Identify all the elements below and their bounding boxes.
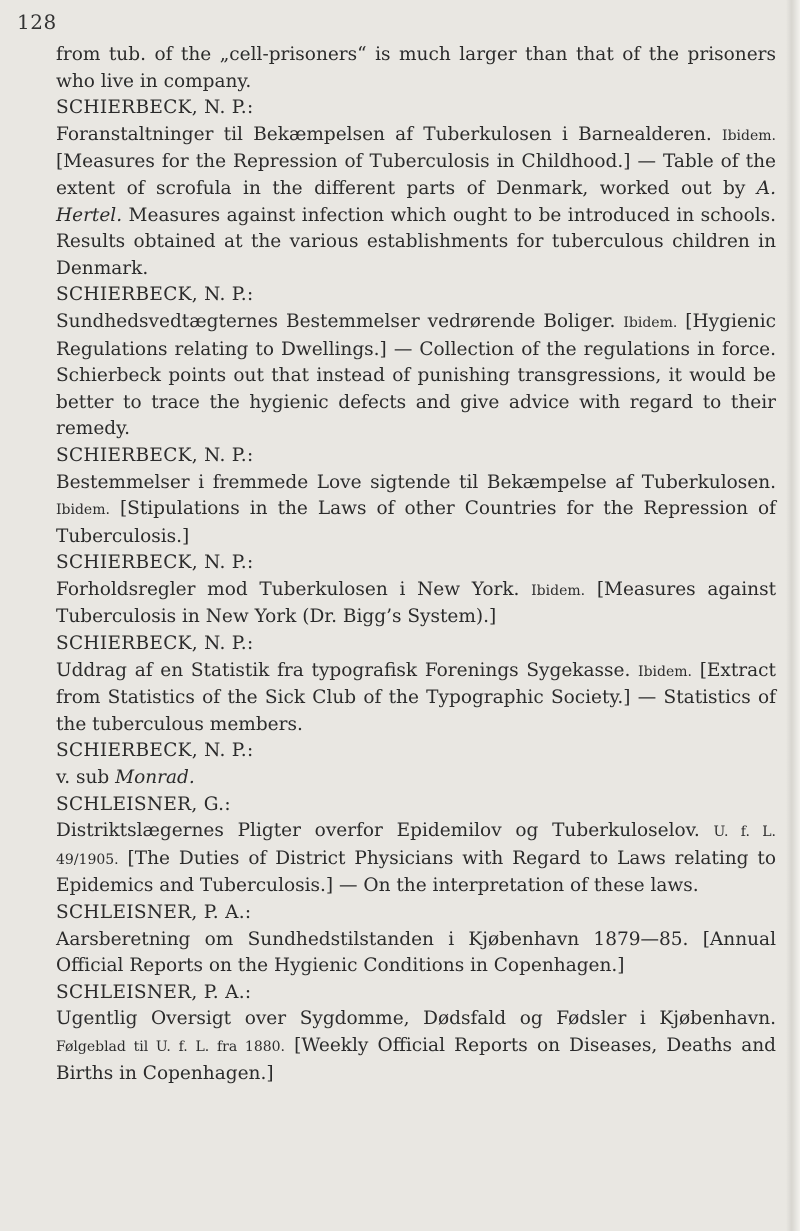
entry-author: SCHIERBECK, N. P.: [56, 552, 254, 574]
entry-title: Bestemmelser i fremmede Love sigtende til Bekæmpelse af Tuberkulosen. [56, 471, 776, 493]
entry-note: — Table of the extent of scrofula in the different parts of Denmark, worked out by [56, 151, 776, 199]
bibliography-entry [56, 95, 776, 282]
entry-note-continued: Measures against infection which ought to be introduced in schools. Results obtained at the various establishments for tuberculous children in Denmark. [56, 204, 776, 279]
entry-source: Ibidem. [722, 127, 776, 144]
bibliography-entry [56, 738, 776, 791]
entry-author: SCHIERBECK, N. P.: [56, 444, 254, 466]
entry-title: Foranstaltninger til Bekæmpelsen af Tuberkulosen i Barnealderen. [56, 123, 712, 145]
bibliography-entry [56, 900, 776, 980]
entry-title: Ugentlig Oversigt over Sygdomme, Dødsfald og Fødsler i Kjøbenhavn. [56, 1008, 776, 1030]
entry-body [56, 122, 776, 283]
entry-body [56, 658, 776, 739]
entry-title: Forholdsregler mod Tuberkulosen i New York. [56, 578, 520, 600]
entry-author: SCHIERBECK, N. P.: [56, 633, 254, 655]
entry-note: — Collection of the regulations in force. Schierbeck points out that instead of punishing transgressions, it would be better to trace the hygienic defects and give advice with regard to their remedy. [56, 338, 776, 440]
entry-body [56, 927, 776, 980]
entry-title: Uddrag af en Statistik fra typografisk Forenings Sygekasse. [56, 659, 631, 681]
entry-source: Ibidem. [531, 582, 586, 599]
entry-title: Distriktslægernes Pligter overfor Epidemilov og Tuberkuloselov. [56, 820, 700, 842]
entry-translation: [Weekly Official Reports on Diseases, Deaths and Births in Copenhagen.] [56, 1034, 776, 1084]
entry-body [56, 1006, 776, 1087]
entry-body [56, 470, 776, 551]
entry-author: SCHIERBECK, N. P.: [56, 97, 254, 119]
entry-see-target: Monrad. [115, 767, 195, 789]
bibliography-entry [56, 443, 776, 550]
entry-translation: [Extract from Statistics of the Sick Club of the Typographic Society.] [56, 659, 776, 709]
entry-title: Sundhedsvedtægternes Bestemmelser vedrørende Boliger. [56, 310, 616, 332]
entry-translation: [Hygienic Regulations relating to Dwellings.] [56, 310, 776, 360]
page-edge [786, 0, 800, 1231]
entry-note: — On the interpretation of these laws. [339, 875, 699, 897]
entry-body [56, 765, 776, 792]
bibliography-entry [56, 631, 776, 738]
entry-source: U. f. L. 49/1905. [56, 824, 776, 868]
entry-translation: [Measures for the Repression of Tuberculosis in Childhood.] [56, 151, 631, 173]
entry-source: Ibidem. [623, 314, 678, 331]
entry-source: Følgeblad til U. f. L. fra 1880. [56, 1038, 285, 1055]
entry-body [56, 309, 776, 443]
bibliography-list [56, 42, 776, 1087]
entry-translation: [Stipulations in the Laws of other Countries for the Repression of Tuberculosis.] [56, 498, 776, 547]
entry-source: Ibidem. [56, 502, 110, 519]
entry-author: SCHLEISNER, G.: [56, 793, 231, 815]
continuation-text: from tub. of the „cell-prisoners“ is much larger than that of the prisoners who live in company. [56, 44, 776, 92]
bibliography-entry [56, 792, 776, 900]
entry-author: SCHLEISNER, P. A.: [56, 902, 252, 923]
entry-author: SCHLEISNER, P. A.: [56, 981, 252, 1003]
entry-note-italic: A. Hertel. [56, 177, 776, 226]
entry-title: Aarsberetning om Sundhedstilstanden i Kjøbenhavn 1879—85. [56, 928, 689, 950]
entry-translation: [Measures against Tuberculosis in New York (Dr. Bigg’s System).] [56, 578, 777, 628]
entry-author: SCHIERBECK, N. P.: [56, 740, 254, 762]
entry-author: SCHIERBECK, N. P.: [56, 284, 254, 306]
entry-body [56, 818, 776, 900]
entry-translation: [Annual Official Reports on the Hygienic Conditions in Copenhagen.] [56, 928, 776, 977]
entry-body [56, 577, 776, 631]
bibliography-entry [56, 282, 776, 443]
bibliography-entry [56, 980, 776, 1087]
entry-translation: [The Duties of District Physicians with Regard to Laws relating to Epidemics and Tuberculosis.] [56, 847, 776, 897]
page-number: 128 [17, 10, 57, 34]
entry-source: Ibidem. [638, 663, 692, 680]
entry-see-reference: v. sub [56, 767, 110, 789]
entry-note: — Statistics of the tuberculous members. [56, 687, 776, 735]
bibliography-entry [56, 550, 776, 631]
